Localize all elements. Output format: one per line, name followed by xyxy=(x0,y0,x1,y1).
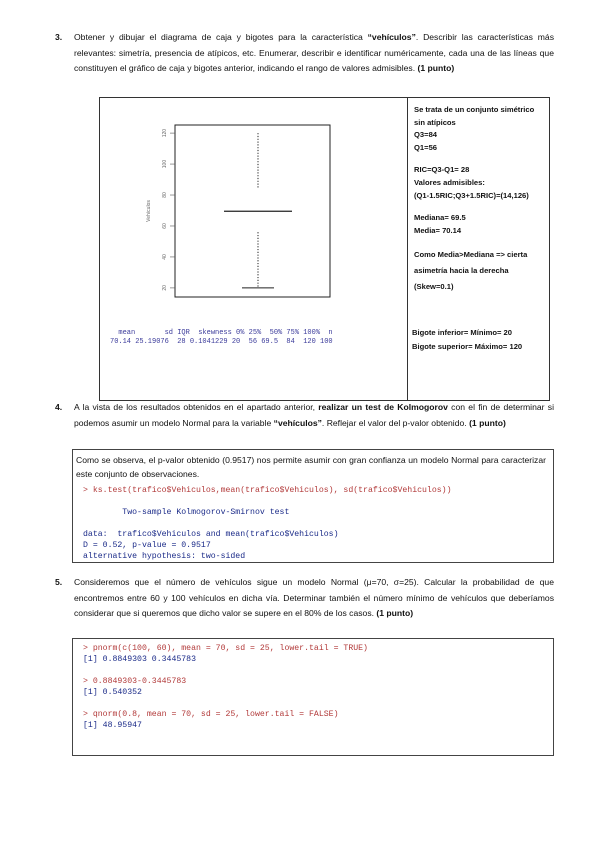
summary-header: mean sd IQR skewness 0% 25% 50% 75% 100% n xyxy=(110,329,333,337)
y-tick-label: 60 xyxy=(162,223,168,229)
question-number: 4. xyxy=(55,402,63,412)
y-tick-label: 20 xyxy=(162,285,168,291)
description-line: Como Media>Mediana => cierta asimetría hacia la derecha (Skew=0.1) xyxy=(414,250,528,292)
r-command: > ks.test(trafico$Vehiculos,mean(trafico$Vehiculos), sd(trafico$Vehiculos)) xyxy=(83,486,452,495)
description-line: RIC=Q3-Q1= 28 xyxy=(414,165,470,175)
question-text-part: Obtener y dibujar el diagrama de caja y bigotes para la característica xyxy=(74,32,368,42)
question-text-part: Consideremos que el número de vehículos sigue un modelo Normal (μ=70, σ=25). Calcular la probabilidad de que encontremos entre 60 y 100 vehículos en dicha vía. Determinar también el número mínimo de vehículos que deberíamos considerar que si queremos que dicho valor se supere en el 80% de los casos. xyxy=(74,577,554,618)
question-bold-term: realizar un test de Kolmogorov xyxy=(318,402,448,412)
description-line: Q1=56 xyxy=(414,142,438,152)
r-output-line: alternative hypothesis: two-sided xyxy=(83,552,246,561)
question-text xyxy=(74,400,554,431)
question-number: 5. xyxy=(55,577,63,587)
question-text-part: A la vista de los resultados obtenidos en el apartado anterior, xyxy=(74,402,319,412)
r-console-5 xyxy=(83,643,368,731)
description-line: Q3=84 xyxy=(414,130,438,140)
description-line: (Q1-1.5RIC;Q3+1.5RIC)=(14,126) xyxy=(414,190,529,200)
answer-4-box xyxy=(72,449,554,563)
description-block xyxy=(414,247,544,295)
question-text xyxy=(74,575,554,622)
description-line: Media= 70.14 xyxy=(414,225,462,235)
upper-whisker-note: Bigote superior= Máximo= 120 xyxy=(412,342,523,351)
r-output-line: D = 0.52, p-value = 0.9517 xyxy=(83,541,211,550)
description-line: Se trata de un conjunto simétrico sin atípicos xyxy=(414,105,535,127)
answer-5-box xyxy=(72,638,554,756)
boxplot-description xyxy=(414,104,544,305)
r-output-line: [1] 48.95947 xyxy=(83,721,142,730)
y-tick-label: 80 xyxy=(162,192,168,198)
whisker-notes xyxy=(412,326,522,354)
answer-4-text: Como se observa, el p-valor obtenido (0.9517) nos permite asumir con gran confianza un modelo Normal para caracterizar este conjunto de observaciones. xyxy=(76,455,546,479)
r-command: > 0.8849303-0.3445783 xyxy=(83,677,187,686)
y-axis-label: Vehículos xyxy=(146,200,152,222)
question-text-part: . Reflejar el valor del p-valor obtenido. xyxy=(321,417,470,428)
y-tick-label: 40 xyxy=(162,254,168,260)
question-text-part: con el fin de determinar si podemos asumir un modelo Normal para la variable xyxy=(74,402,554,428)
r-output-line: data: trafico$Vehiculos and mean(trafico$Vehiculos) xyxy=(83,530,339,539)
question-points: (1 punto) xyxy=(469,417,506,428)
boxplot-chart xyxy=(100,98,407,330)
r-output-line: Two-sample Kolmogorov-Smirnov test xyxy=(83,508,290,517)
question-text xyxy=(74,30,554,77)
question-points: (1 punto) xyxy=(376,608,414,618)
r-command: > pnorm(c(100, 60), mean = 70, sd = 25, lower.tail = TRUE) xyxy=(83,644,368,653)
r-output-line: [1] 0.540352 xyxy=(83,688,142,697)
description-line: Valores admisibles: xyxy=(414,177,485,187)
description-block xyxy=(414,104,544,154)
boxplot-panel xyxy=(100,98,408,400)
y-tick-label: 120 xyxy=(162,128,168,138)
question-number: 3. xyxy=(55,32,63,42)
lower-whisker-note: Bigote inferior= Mínimo= 20 xyxy=(412,328,513,337)
question-bold-term: “vehículos” xyxy=(367,32,416,42)
description-line: Mediana= 69.5 xyxy=(414,213,466,223)
description-block xyxy=(414,164,544,202)
r-output-line: [1] 0.8849303 0.3445783 xyxy=(83,655,197,664)
y-tick-label: 100 xyxy=(162,159,168,169)
summary-table xyxy=(110,329,333,347)
summary-values: 70.14 25.19076 28 0.1041229 20 56 69.5 84 120 100 xyxy=(110,338,333,346)
description-block xyxy=(414,212,544,237)
question-text-part: . Describir las características más relevantes: simetría, presencia de atípicos, etc. Enumerar, describir e identificar numéricamente, cada una de las líneas que constituyen el gráfico de caja y bigotes anterior, indicando el rango de valores admisibles. xyxy=(74,32,554,73)
r-command: > qnorm(0.8, mean = 70, sd = 25, lower.tail = FALSE) xyxy=(83,710,339,719)
boxplot-answer-table xyxy=(99,97,550,401)
r-console-4 xyxy=(83,485,452,562)
question-points: (1 punto) xyxy=(417,63,455,73)
question-bold-term: “vehículos” xyxy=(273,417,322,428)
